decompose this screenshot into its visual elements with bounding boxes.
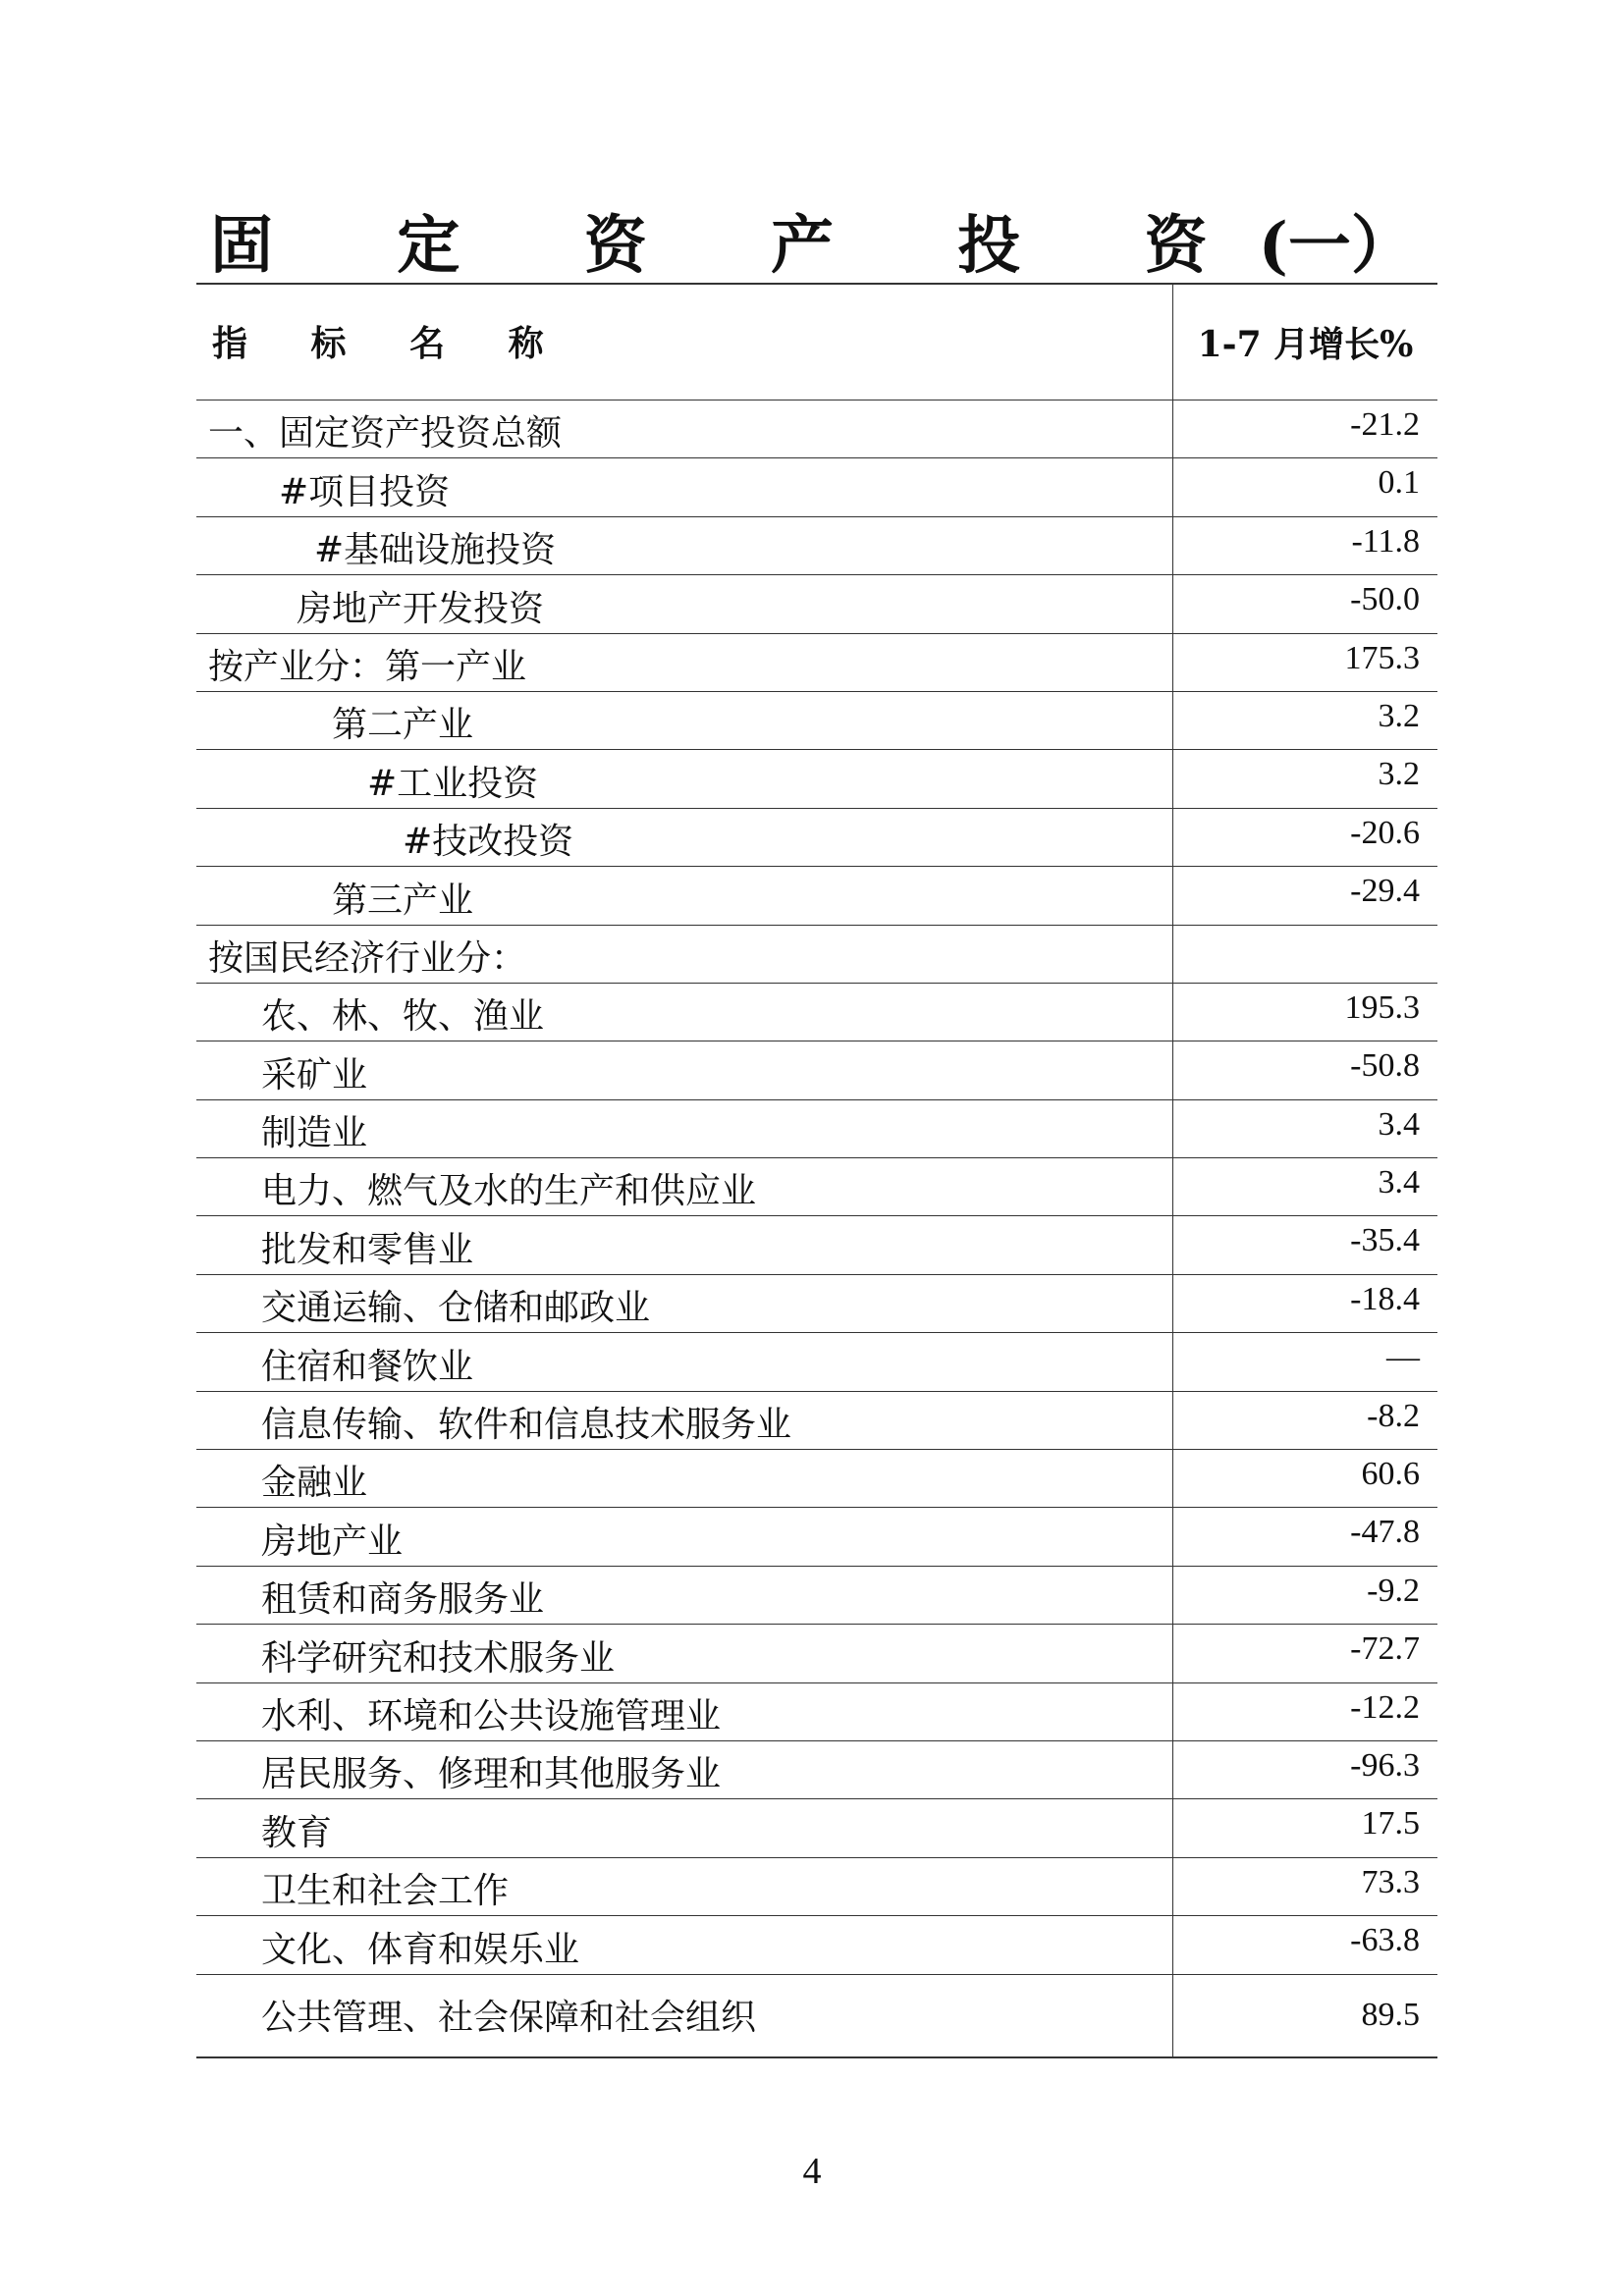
row-value: 89.5 <box>1361 1997 1420 2034</box>
table-row <box>196 1450 1437 1508</box>
row-label: 一、固定资产投资总额 <box>196 400 1173 457</box>
row-value: -18.4 <box>1350 1280 1420 1317</box>
row-value: 17.5 <box>1361 1805 1420 1842</box>
row-label: 文化、体育和娱乐业 <box>196 1916 1173 1973</box>
row-label: 农、林、牧、渔业 <box>196 984 1173 1041</box>
table-row <box>196 692 1437 750</box>
row-label: 按国民经济行业分： <box>196 926 1173 983</box>
row-value: -47.8 <box>1350 1514 1420 1551</box>
table-row <box>196 1567 1437 1625</box>
table-row <box>196 984 1437 1041</box>
table-row <box>196 458 1437 516</box>
table-row <box>196 1158 1437 1216</box>
table-row <box>196 1741 1437 1799</box>
table-row <box>196 1683 1437 1741</box>
table-row <box>196 1275 1437 1333</box>
table-row <box>196 867 1437 925</box>
table-row <box>196 809 1437 867</box>
row-value: — <box>1386 1339 1420 1376</box>
table-row <box>196 1975 1437 2056</box>
table-row <box>196 1216 1437 1274</box>
row-label: 信息传输、软件和信息技术服务业 <box>196 1392 1173 1449</box>
table-row <box>196 1392 1437 1450</box>
table-row <box>196 1799 1437 1857</box>
table-row <box>196 1041 1437 1099</box>
title-suffix: (一） <box>1258 209 1414 283</box>
row-value: -21.2 <box>1350 406 1420 443</box>
row-label: #技改投资 <box>196 809 1173 866</box>
row-label: 公共管理、社会保障和社会组织 <box>196 1975 1173 2056</box>
row-value: 0.1 <box>1378 464 1420 502</box>
row-label: 教育 <box>196 1799 1173 1856</box>
row-value: -11.8 <box>1351 522 1420 560</box>
row-value <box>1173 926 1437 983</box>
row-label: #项目投资 <box>196 458 1173 515</box>
header-indicator-name: 指 标 名 称 <box>196 285 1173 400</box>
row-label: 居民服务、修理和其他服务业 <box>196 1741 1173 1798</box>
row-label: 科学研究和技术服务业 <box>196 1625 1173 1682</box>
row-label: 房地产开发投资 <box>196 575 1173 632</box>
row-value: -20.6 <box>1350 814 1420 851</box>
row-value: -50.0 <box>1350 581 1420 618</box>
row-label: 第二产业 <box>196 692 1173 749</box>
row-value: 60.6 <box>1361 1456 1420 1493</box>
row-value: 3.2 <box>1378 697 1420 734</box>
row-label: 第三产业 <box>196 867 1173 924</box>
table-row <box>196 1858 1437 1916</box>
table-row <box>196 1100 1437 1158</box>
row-label: 批发和零售业 <box>196 1216 1173 1273</box>
table-row <box>196 400 1437 458</box>
row-value: -9.2 <box>1367 1572 1420 1609</box>
row-value: 3.4 <box>1378 1105 1420 1143</box>
row-label: 租赁和商务服务业 <box>196 1567 1173 1624</box>
row-value: -29.4 <box>1350 873 1420 910</box>
table-row <box>196 1625 1437 1682</box>
row-label: 按产业分：第一产业 <box>196 634 1173 691</box>
row-label: 住宿和餐饮业 <box>196 1333 1173 1390</box>
row-label: 交通运输、仓储和邮政业 <box>196 1275 1173 1332</box>
row-value: -8.2 <box>1367 1397 1420 1434</box>
row-label: 金融业 <box>196 1450 1173 1507</box>
header-growth-rate: 1-7 月增长% <box>1197 324 1414 365</box>
table-row <box>196 1508 1437 1566</box>
row-value: 195.3 <box>1344 988 1420 1026</box>
investment-table <box>196 283 1437 2058</box>
row-label: 卫生和社会工作 <box>196 1858 1173 1915</box>
row-label: 房地产业 <box>196 1508 1173 1565</box>
row-label: #工业投资 <box>196 750 1173 807</box>
table-body <box>196 400 1437 2056</box>
row-value: -72.7 <box>1350 1630 1420 1668</box>
row-value: -63.8 <box>1350 1922 1420 1959</box>
table-row <box>196 634 1437 692</box>
table-header-row <box>196 285 1437 400</box>
row-label: 水利、环境和公共设施管理业 <box>196 1683 1173 1740</box>
table-row <box>196 517 1437 575</box>
table-row <box>196 750 1437 808</box>
page-number: 4 <box>802 2151 822 2192</box>
title-text: 固 定 资 产 投 资 <box>210 209 1259 283</box>
table-row <box>196 1916 1437 1974</box>
row-value: 3.4 <box>1378 1164 1420 1201</box>
row-label: #基础设施投资 <box>196 517 1173 574</box>
row-label: 电力、燃气及水的生产和供应业 <box>196 1158 1173 1215</box>
row-value: 73.3 <box>1361 1863 1420 1900</box>
row-value: 3.2 <box>1378 756 1420 793</box>
row-label: 制造业 <box>196 1100 1173 1157</box>
row-value: 175.3 <box>1344 639 1420 676</box>
row-value: -35.4 <box>1350 1222 1420 1259</box>
row-value: -12.2 <box>1350 1688 1420 1726</box>
row-label: 采矿业 <box>196 1041 1173 1098</box>
table-row <box>196 1333 1437 1391</box>
row-value: -96.3 <box>1350 1746 1420 1784</box>
table-row <box>196 926 1437 984</box>
page-title <box>196 206 1428 283</box>
table-row <box>196 575 1437 633</box>
row-value: -50.8 <box>1350 1047 1420 1085</box>
